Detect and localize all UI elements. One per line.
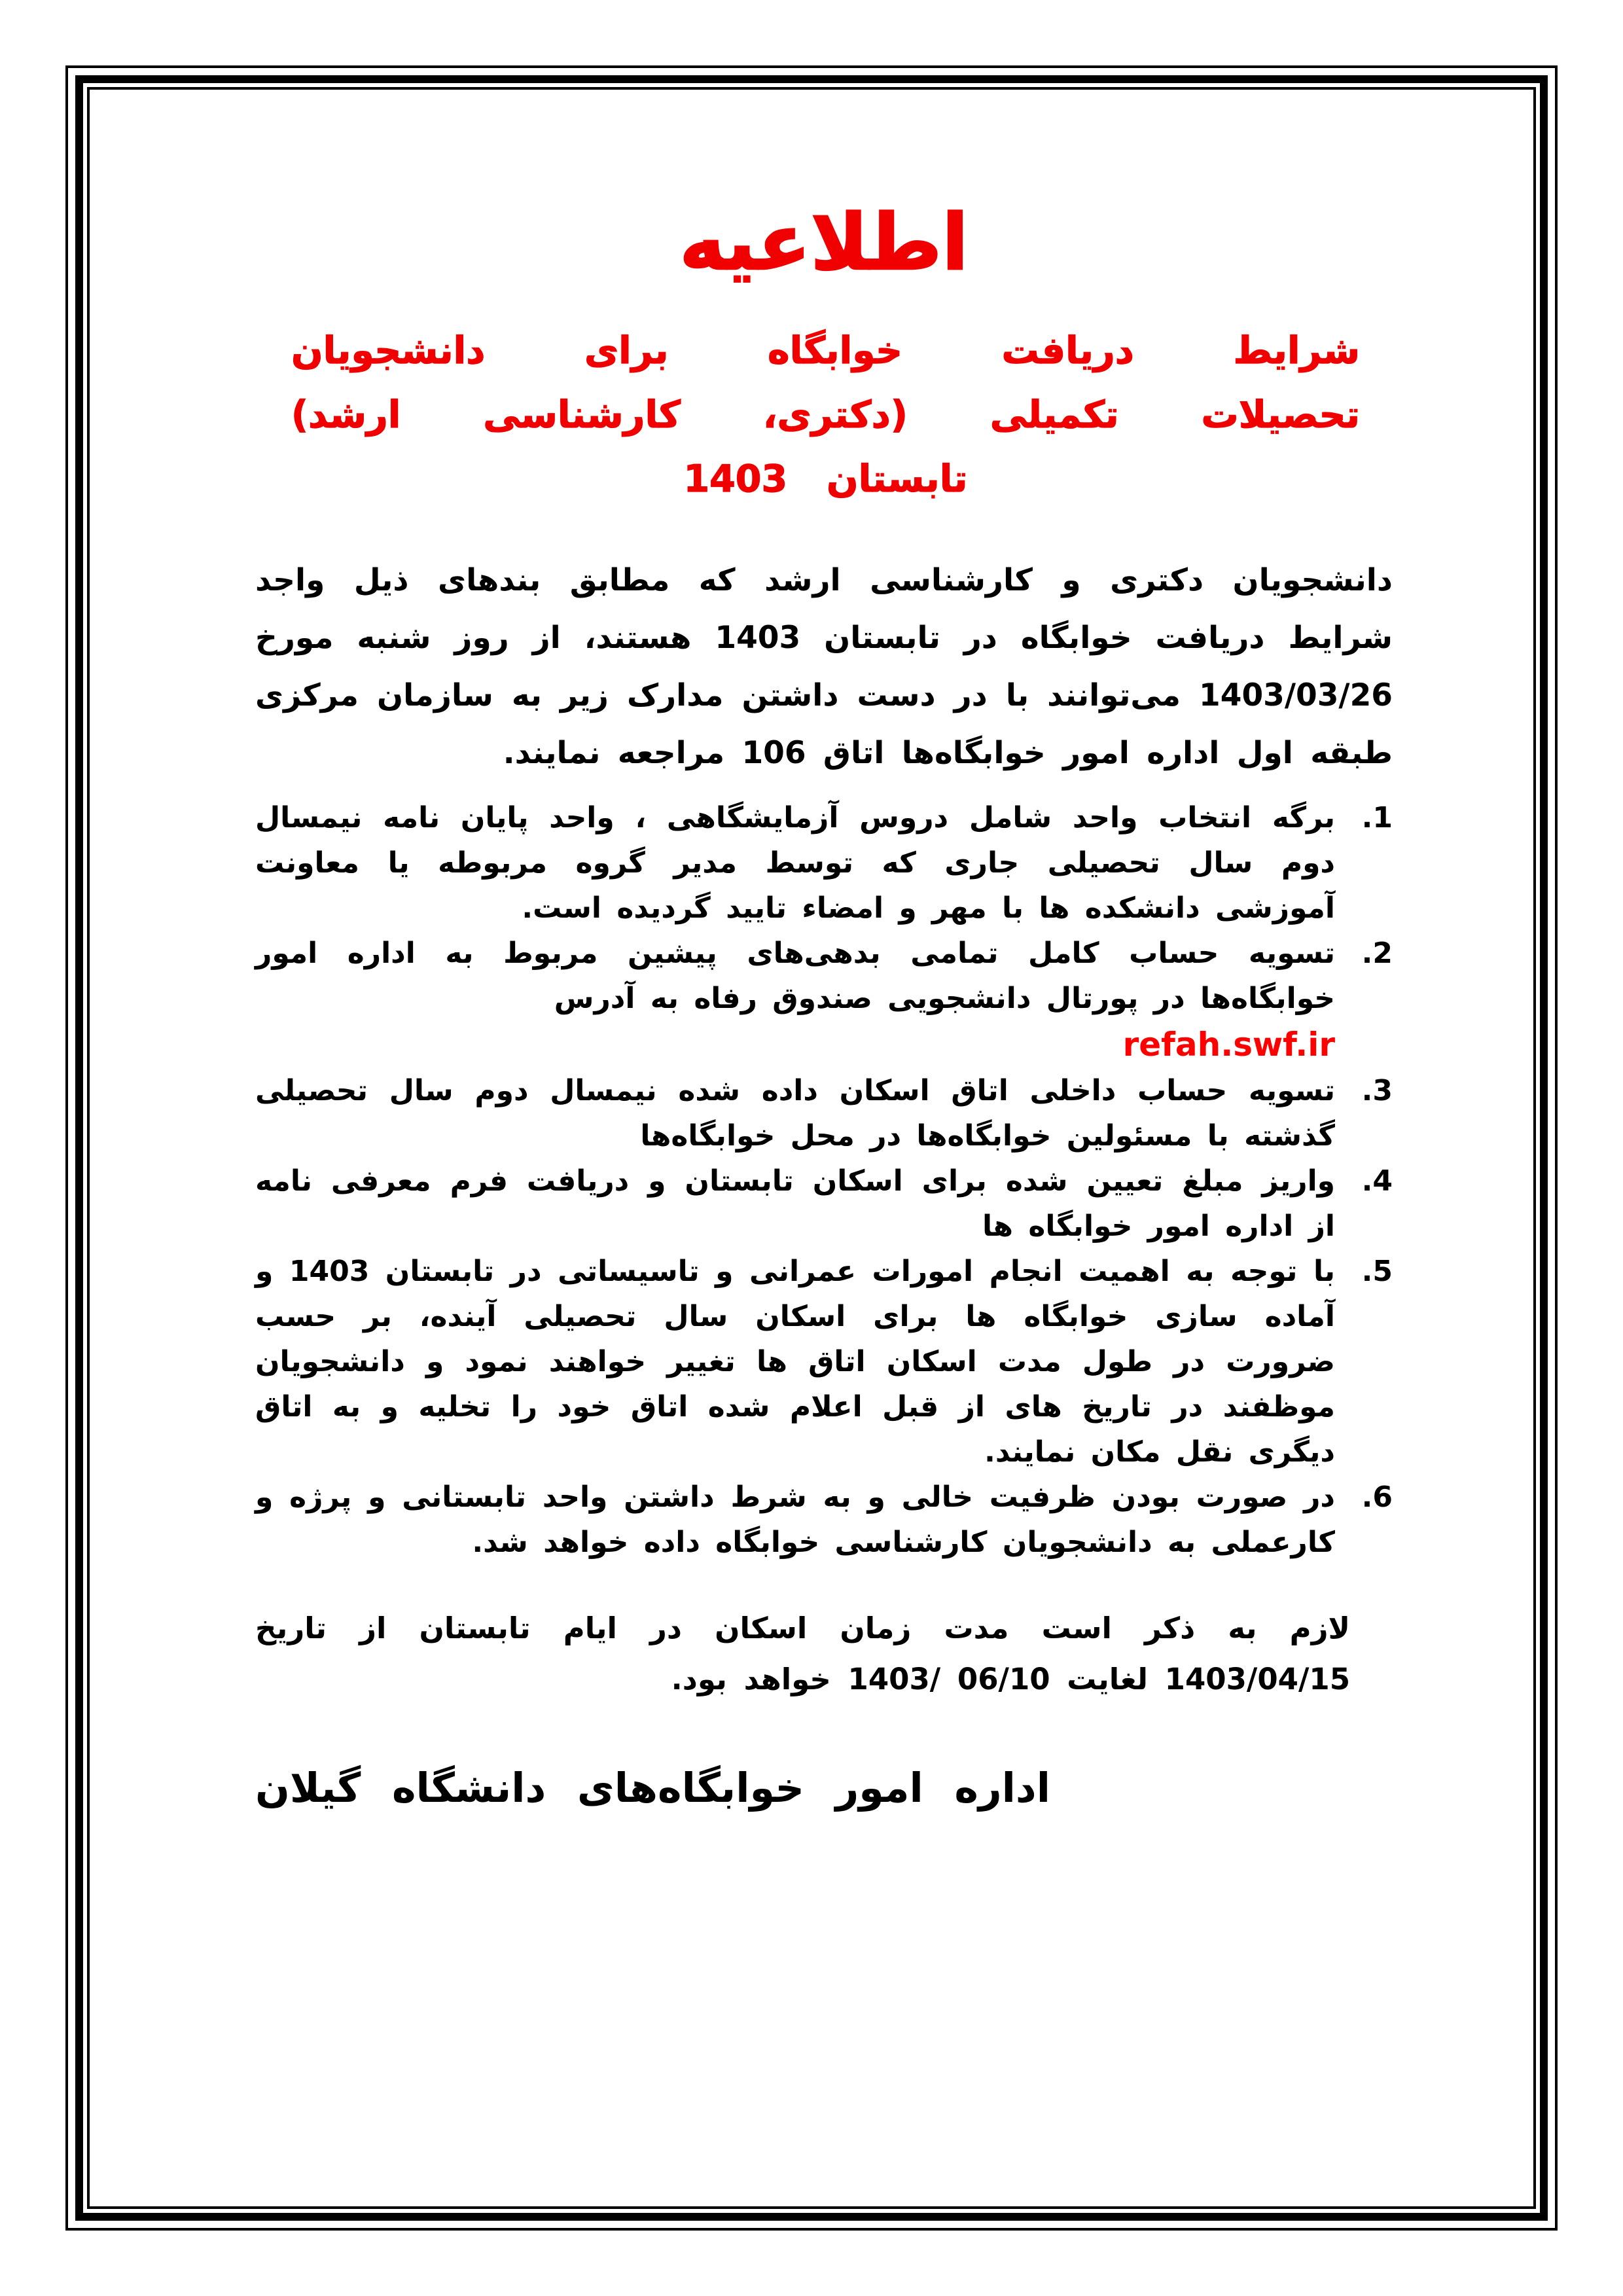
item-text: با توجه به اهمیت انجام امورات عمرانی و تاسیساتی در تابستان 1403 و آماده سازی خوابگاه ها برای اسکان سال تحصیلی آینده، بر حسب ضرورت در طول مدت اسکان اتاق ها تغییر خواهند نمود و دانشجویان موظفند در تاریخ های از قبل اعلام شده اتاق خود را تخلیه و به اتاق دیگری نقل مکان نمایند.	[255, 1255, 1335, 1469]
item-number: 1.	[1361, 801, 1393, 834]
list-item	[255, 1249, 1393, 1475]
intro-paragraph: دانشجویان دکتری و کارشناسی ارشد که مطابق بندهای ذیل واجد شرایط دریافت خوابگاه در تابستان 1403 هستند، از روز شنبه مورخ 1403/03/26 می‌توانند با در دست داشتن مدارک زیر به سازمان مرکزی طبقه اول اداره امور خوابگاه‌ها اتاق 106 مراجعه نمایند.	[255, 562, 1393, 771]
item-text: برگه انتخاب واحد شامل دروس آزمایشگاهی ، واحد پایان نامه نیمسال دوم سال تحصیلی جاری که توسط مدیر گروه مربوطه یا معاونت آموزشی دانشکده ها با مهر و امضاء تایید گردیده است.	[255, 801, 1335, 925]
item-text: در صورت بودن ظرفیت خالی و به شرط داشتن واحد تابستانی و پرژه و کارعملی به دانشجویان کارشناسی خوابگاه داده خواهد شد.	[255, 1480, 1335, 1559]
item-number: 3.	[1361, 1074, 1393, 1107]
refah-link[interactable]: refah.swf.ir	[1122, 1026, 1335, 1064]
list-item	[255, 931, 1393, 1068]
item-text: تسویه حساب داخلی اتاق اسکان داده شده نیمسال دوم سال تحصیلی گذشته با مسئولین خوابگاه‌ها در محل خوابگاه‌ها	[255, 1074, 1335, 1153]
item-text: واریز مبلغ تعیین شده برای اسکان تابستان و دریافت فرم معرفی نامه از اداره امور خوابگاه ها	[255, 1164, 1335, 1243]
conditions-list	[255, 795, 1393, 1565]
page-title: اطلاعیه	[679, 197, 969, 287]
subtitle-line-1: شرایط دریافت خوابگاه برای دانشجویان	[291, 329, 1360, 372]
subtitle-line-3: تابستان 1403	[683, 457, 968, 501]
item-text: تسویه حساب کامل تمامی بدهی‌های پیشین مربوط به اداره امور خوابگاه‌ها در پورتال دانشجویی صندوق رفاه به آدرس	[255, 937, 1335, 1015]
list-item	[255, 1068, 1393, 1158]
item-number: 6.	[1361, 1480, 1393, 1514]
item-number: 4.	[1361, 1164, 1393, 1198]
list-item	[255, 1158, 1393, 1249]
item-number: 5.	[1361, 1255, 1393, 1288]
item-number: 2.	[1361, 937, 1393, 970]
subtitle-line-2: تحصیلات تکمیلی (دکتری، کارشناسی ارشد)	[291, 393, 1360, 437]
page-content	[90, 90, 1533, 2206]
subtitle	[255, 319, 1393, 511]
list-item	[255, 795, 1393, 931]
list-item	[255, 1475, 1393, 1565]
footer-signature: اداره امور خوابگاه‌های دانشگاه گیلان	[255, 1764, 1051, 1812]
note-paragraph: لازم به ذکر است مدت زمان اسکان در ایام تابستان از تاریخ 1403/04/15 لغایت 06/10 /1403 خواهد بود.	[255, 1611, 1350, 1696]
